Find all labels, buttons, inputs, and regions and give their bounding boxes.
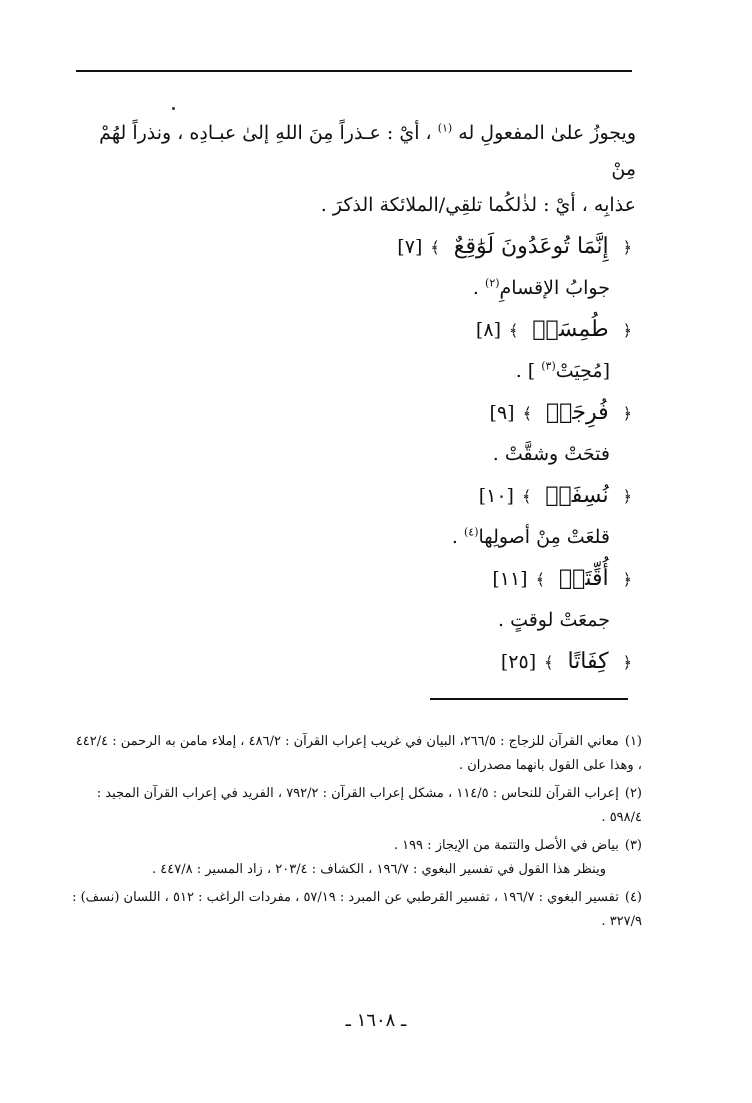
footnote-label: (٣): [624, 838, 642, 853]
comment-text: [مُحِيَتْ: [555, 360, 610, 382]
verse-text: أُقِّتَتۡ: [558, 566, 609, 591]
verse-line: [70, 395, 636, 432]
comment-suffix: .: [451, 526, 458, 548]
verse-text: طُمِسَتۡ: [532, 317, 609, 342]
verse-line: [70, 644, 636, 681]
comment-text: جوابُ الإقسامِ: [499, 277, 610, 299]
open-bracket: ﴿: [622, 653, 632, 672]
footnote-label: (١): [624, 734, 642, 749]
verse-comment: [70, 353, 636, 389]
footnote-ref: (٤): [464, 525, 479, 539]
verse-comment: [70, 270, 636, 306]
verse-line: [70, 561, 636, 598]
verse-comment: [70, 519, 636, 555]
main-text: [70, 115, 636, 685]
header-rule: [76, 70, 632, 72]
verse-line: [70, 478, 636, 515]
intro-line2: عذابِه ، أيْ : لذٰلكُما تلقِي/الملائكة الذكرَ .: [320, 194, 636, 216]
close-bracket: ﴾: [535, 570, 545, 589]
footnote-text: تفسير البغوي : ١٩٦/٧ ، تفسير القرطبي عن المبرد : ٥٧/١٩ ، مفردات الراغب : ٥١٢ ، اللسان (نسف) : ٣٢٧/٩ .: [72, 890, 642, 929]
comment-text: قلعَتْ مِنْ أصولِها: [478, 526, 610, 548]
footnote-rule: [430, 698, 628, 700]
footnote-label: (٤): [624, 890, 642, 905]
footnote: [70, 886, 642, 934]
comment-text: فتحَتْ وشقَّتْ .: [492, 443, 610, 465]
intro-paragraph: [70, 115, 636, 223]
verse-line: [70, 312, 636, 349]
footnote-ref: (٣): [541, 359, 556, 373]
footnote-label: (٢): [624, 786, 642, 801]
verse-number: [٨]: [475, 319, 501, 341]
verse-number: [٩]: [489, 402, 515, 424]
verse-number: [٢٥]: [500, 651, 537, 673]
verse-comment: [70, 602, 636, 638]
verse-number: [١١]: [492, 568, 528, 590]
verse-number: [١٠]: [478, 485, 514, 507]
verse-list: [70, 229, 636, 681]
open-bracket: ﴿: [622, 321, 632, 340]
intro-line1: ويجوزُ علىٰ المفعولِ له: [458, 122, 636, 144]
footnote-text: إعراب القرآن للنحاس : ١١٤/٥ ، مشكل إعراب القرآن : ٧٩٢/٢ ، الفريد في إعراب القرآن المجيد : ٥٩٨/٤ .: [96, 786, 642, 825]
footnote-continuation: وينظر هذا القول في تفسير البغوي : ١٩٦/٧ ، الكشاف : ٢٠٣/٤ ، زاد المسير : ٤٤٧/٨ .: [152, 862, 606, 877]
close-bracket: ﴾: [508, 321, 519, 340]
verse-text: كِفَاتًا: [567, 649, 609, 674]
ink-dot: [172, 107, 175, 110]
verse-text: نُسِفَتۡ: [545, 483, 609, 508]
open-bracket: ﴿: [622, 487, 632, 506]
verse-text: فُرِجَتۡ: [545, 400, 609, 425]
verse-number: [٧]: [397, 236, 423, 258]
footnote: [70, 834, 642, 882]
close-bracket: ﴾: [522, 404, 532, 423]
verse-line: [70, 229, 636, 266]
footnote-ref: (٢): [485, 276, 500, 290]
page-number: ـ ١٦٠٨ ـ: [345, 1010, 407, 1031]
open-bracket: ﴿: [622, 570, 632, 589]
open-bracket: ﴿: [622, 404, 632, 423]
footnote: [70, 782, 642, 830]
footnote-text: معاني القرآن للزجاج : ٢٦٦/٥، البيان في غريب إعراب القرآن : ٤٨٦/٢ ، إملاء مامن به الرحمن : ٤٤٢/٤ ، وهذا على القول بانهما مصدران .: [75, 734, 642, 773]
footnote: [70, 730, 642, 778]
verse-text: إِنَّمَا تُوعَدُونَ لَوَٰقِعٌ: [453, 234, 609, 259]
intro-line1-rest: ، أيْ : عـذراً مِنَ اللهِ إلىٰ عبـادِه ، ونذراً لهُمْ مِنْ: [99, 122, 636, 180]
comment-text: جمعَتْ لوقتٍ .: [497, 609, 610, 631]
footnote-text: بياض في الأصل والتتمة من الإيجاز : ١٩٩ .: [393, 838, 619, 853]
comment-suffix: ] .: [515, 360, 536, 382]
close-bracket: ﴾: [521, 487, 532, 506]
close-bracket: ﴾: [430, 238, 440, 257]
close-bracket: ﴾: [544, 653, 554, 672]
verse-comment: [70, 436, 636, 472]
footnotes: [70, 730, 642, 938]
comment-suffix: .: [472, 277, 479, 299]
footnote-ref: (١): [437, 121, 453, 135]
open-bracket: ﴿: [622, 238, 632, 257]
